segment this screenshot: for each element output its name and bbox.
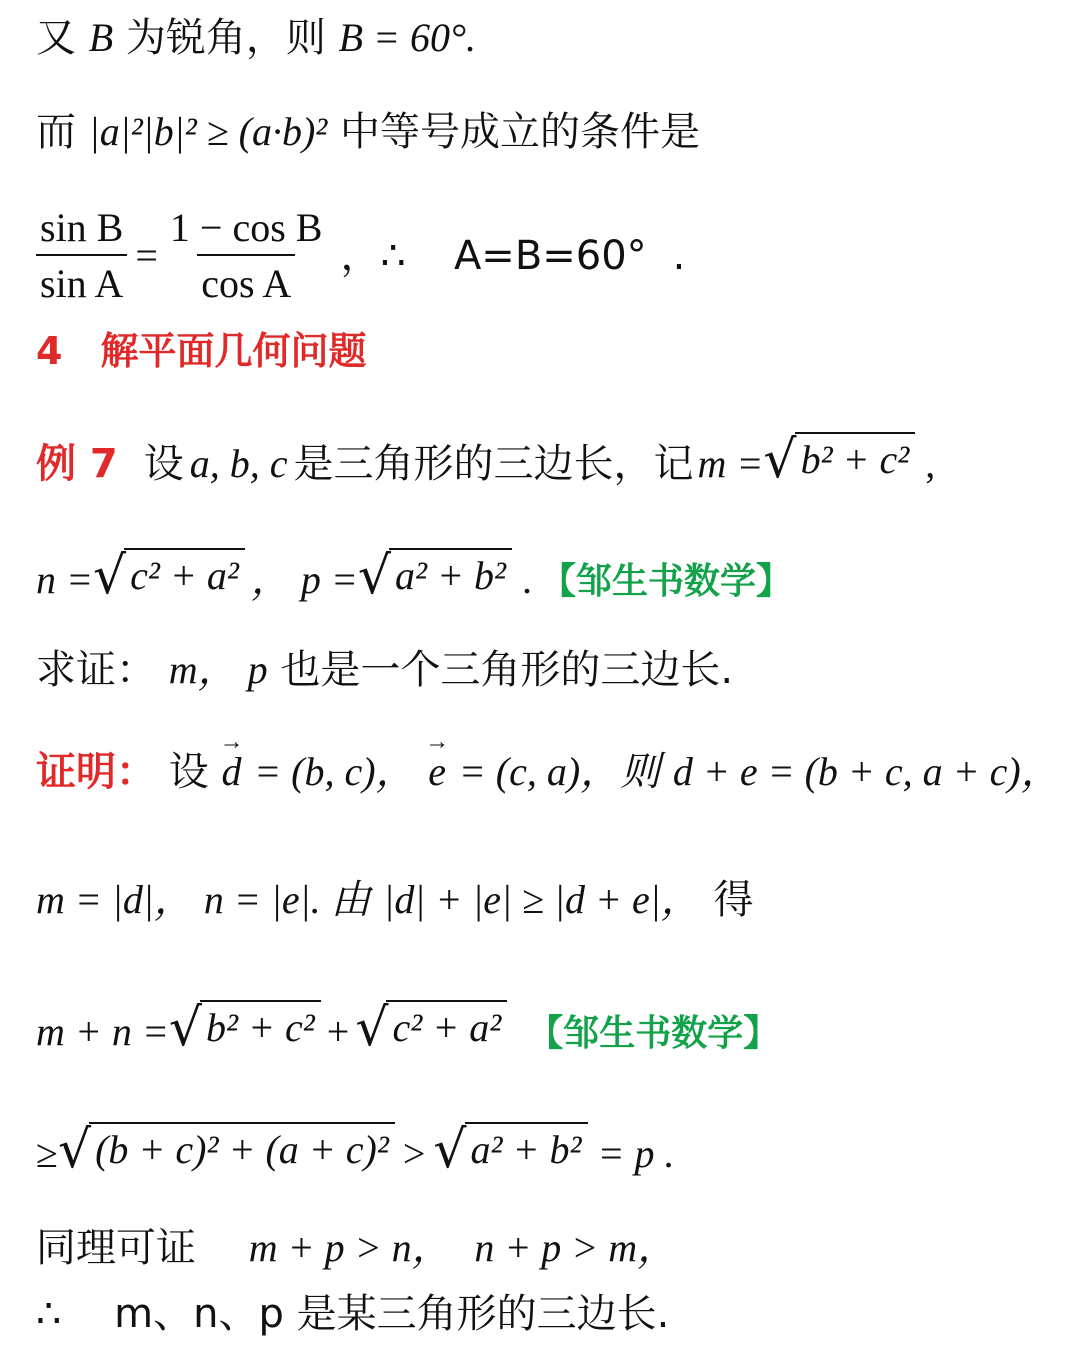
sqrt-n: √ c² + a² bbox=[93, 548, 245, 600]
text-line-norms bbox=[36, 877, 754, 923]
text-tongli: 同理可证 bbox=[36, 1225, 196, 1271]
var-p-eq: ， p = bbox=[250, 557, 358, 602]
text-line-2 bbox=[36, 109, 700, 155]
vars-mp: m， p bbox=[168, 647, 268, 692]
text-line-prove bbox=[36, 647, 734, 693]
gt-sign: > bbox=[402, 1131, 426, 1176]
period: . bbox=[522, 557, 532, 602]
sqrt-big: √ (b + c)² + (a + c)² bbox=[58, 1122, 395, 1174]
text-line-1 bbox=[36, 15, 477, 61]
therefore-sign-2: ∴ bbox=[36, 1291, 62, 1337]
example-label: 例 7 bbox=[36, 441, 118, 487]
vector-d-def: = (b, c)， bbox=[254, 749, 416, 794]
text-she: 设 bbox=[143, 441, 184, 487]
vector-d: → d bbox=[221, 752, 241, 792]
text-acute: 为锐角，则 bbox=[125, 15, 326, 61]
brand-watermark: 【邹生书数学】 bbox=[540, 561, 793, 602]
inequality-formula: |a|²|b|² ≥ (a·b)² bbox=[88, 109, 328, 154]
var-n-eq: n = bbox=[36, 557, 93, 602]
sqrt-m: √ b² + c² bbox=[763, 432, 915, 484]
plus-sign: + bbox=[326, 1009, 350, 1054]
proof-label: 证明： bbox=[36, 749, 156, 795]
triangle-inequality: |d| + |e| ≥ |d + e|， bbox=[383, 877, 701, 922]
radicand-c2a2: c² + a² bbox=[386, 1000, 507, 1052]
lhs-mn: m + n = bbox=[36, 1009, 169, 1054]
fraction-cos bbox=[166, 205, 327, 306]
radicand-p: a² + b² bbox=[389, 548, 512, 600]
vector-e-def: = (c, a)，则 bbox=[458, 749, 661, 794]
proof-line bbox=[36, 749, 1061, 795]
vars-mnp: m、n、p bbox=[114, 1291, 284, 1337]
sqrt-c2a2: √ c² + a² bbox=[355, 1000, 507, 1052]
eq-p: = p . bbox=[597, 1131, 675, 1176]
text-er: 而 bbox=[36, 109, 76, 155]
numerator-1-cosb: 1 − cos B bbox=[169, 205, 323, 250]
text-line-ge bbox=[36, 1120, 675, 1180]
example-7-line bbox=[36, 430, 936, 490]
sqrt-a2b2: √ a² + b² bbox=[433, 1122, 587, 1174]
denominator-sina: sin A bbox=[36, 254, 127, 304]
ineq-1: m + p > n， bbox=[248, 1225, 452, 1270]
text-she-2: 设 bbox=[168, 749, 209, 795]
radicand-a2b2: a² + b² bbox=[465, 1122, 588, 1174]
fraction-sin bbox=[36, 205, 127, 306]
sqrt-p: √ a² + b² bbox=[358, 548, 512, 600]
therefore-sign: ，∴ bbox=[340, 233, 406, 279]
vector-e: → e bbox=[428, 752, 446, 792]
radicand-big: (b + c)² + (a + c)² bbox=[89, 1122, 395, 1174]
fraction-line bbox=[36, 205, 686, 306]
text-you: 又 bbox=[36, 15, 76, 61]
vars-abc: a, b, c bbox=[189, 441, 288, 486]
text-line-np bbox=[36, 546, 793, 606]
text-triangle-sides: 是三角形的三边长，记 bbox=[293, 441, 694, 487]
radicand-b2c2: b² + c² bbox=[200, 1000, 321, 1052]
text-conclusion: 是某三角形的三边长. bbox=[296, 1291, 670, 1337]
result-abc60: A=B=60° bbox=[453, 233, 647, 279]
vector-sum: d + e = (b + c, a + c)， bbox=[672, 749, 1061, 794]
text-also-triangle: 也是一个三角形的三边长. bbox=[280, 647, 734, 693]
radicand-n: c² + a² bbox=[124, 548, 245, 600]
text-de: 得 bbox=[713, 877, 754, 923]
result-period: . bbox=[672, 233, 686, 279]
equals-sign: = bbox=[135, 233, 158, 278]
ge-sign: ≥ bbox=[36, 1131, 58, 1176]
section-heading: 4 解平面几何问题 bbox=[36, 329, 367, 373]
radicand-m: b² + c² bbox=[795, 432, 916, 484]
text-line-conclusion bbox=[36, 1291, 670, 1337]
text-condition: 中等号成立的条件是 bbox=[340, 109, 700, 155]
brand-watermark-2: 【邹生书数学】 bbox=[527, 1013, 780, 1054]
text-qiuzheng: 求证： bbox=[36, 647, 156, 693]
sqrt-b2c2: √ b² + c² bbox=[169, 1000, 321, 1052]
var-m-eq: m = bbox=[697, 441, 764, 486]
denominator-cosa: cos A bbox=[197, 254, 295, 304]
text-line-similar bbox=[36, 1225, 678, 1271]
text-line-sum bbox=[36, 998, 780, 1058]
equation-b60: B = 60°. bbox=[338, 15, 477, 60]
comma: , bbox=[925, 441, 936, 486]
var-b: B bbox=[88, 15, 114, 60]
norm-defs: m = |d|， n = |e|. 由 bbox=[36, 877, 371, 922]
ineq-2: n + p > m， bbox=[474, 1225, 678, 1270]
numerator-sinb: sin B bbox=[40, 205, 124, 250]
